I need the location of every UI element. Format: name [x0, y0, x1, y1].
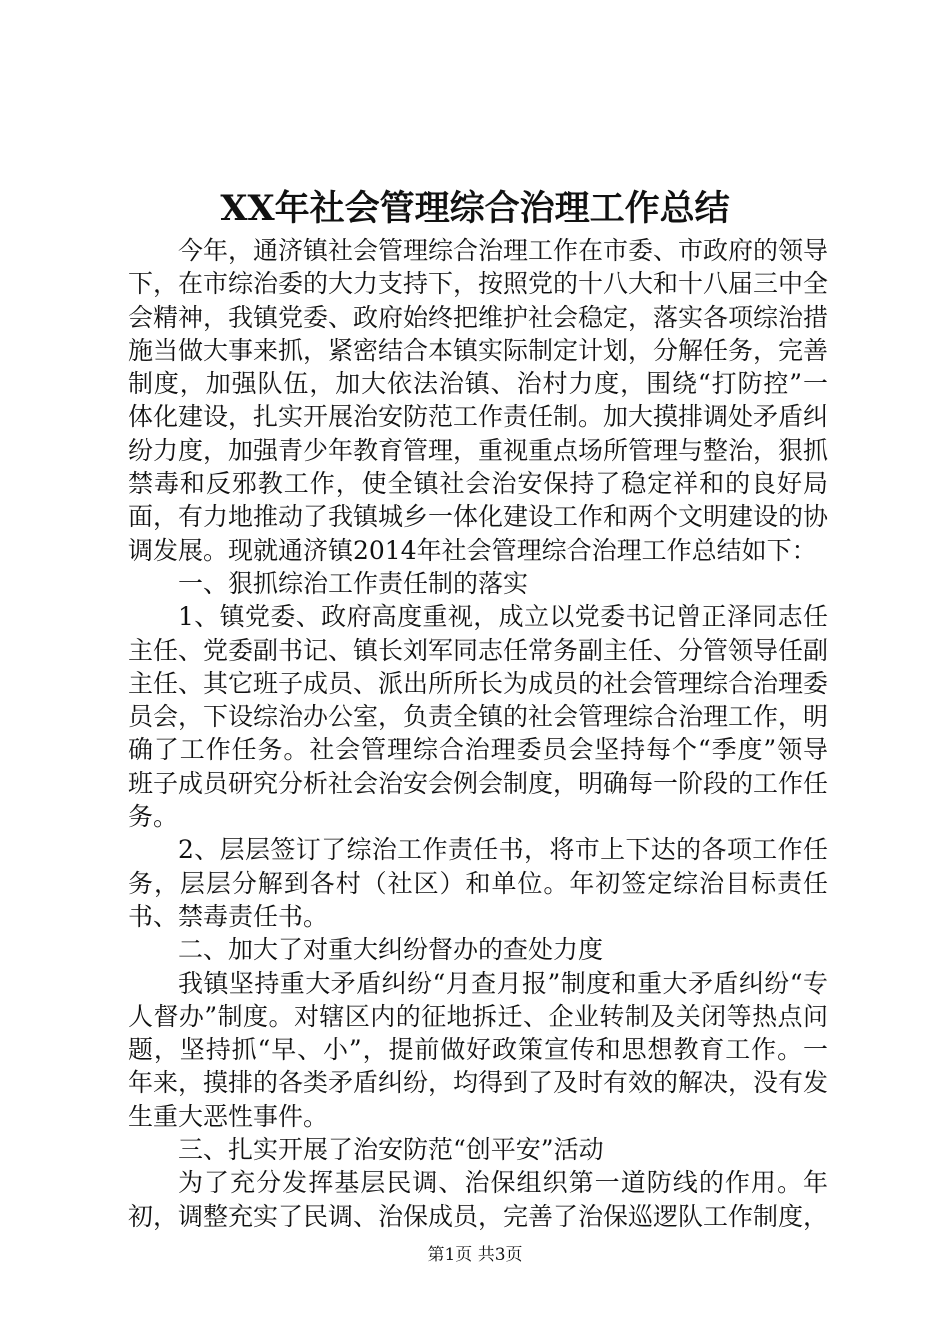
document-title: XX年社会管理综合治理工作总结	[220, 188, 730, 229]
section-heading-2: 二、加大了对重大纠纷督办的查处力度	[178, 935, 604, 965]
page-footer: 第1页 共3页	[427, 1245, 523, 1265]
section-1-paragraph-1: 1、镇党委、政府高度重视，成立以党委书记曾正泽同志任主任、党委副书记、镇长刘军同志任常务副主任、分管领导任副主任、其它班子成员、派出所所长为成员的社会管理综合治理委员会，下设综治办公室，负责全镇的社会管理综合治理工作，明确了工作任务。社会管理综合治理委员会坚持每个“季度”领导班子成员研究分析社会治安会例会制度，明确每一阶段的工作任务。	[128, 602, 829, 832]
section-3-paragraph-1: 为了充分发挥基层民调、治保组织第一道防线的作用。年初，调整充实了民调、治保成员，完善了治保巡逻队工作制度，	[128, 1168, 829, 1231]
section-heading-1: 一、狠抓综治工作责任制的落实	[178, 568, 529, 598]
document-body	[128, 234, 828, 1233]
section-2-paragraph-1: 我镇坚持重大矛盾纠纷“月查月报”制度和重大矛盾纠纷“专人督办”制度。对辖区内的征地拆迁、企业转制及关闭等热点问题，坚持抓“早、小”，提前做好政策宣传和思想教育工作。一年来，摸排的各类矛盾纠纷，均得到了及时有效的解决，没有发生重大恶性事件。	[128, 968, 829, 1131]
intro-paragraph: 今年，通济镇社会管理综合治理工作在市委、市政府的领导下，在市综治委的大力支持下，按照党的十八大和十八届三中全会精神，我镇党委、政府始终把维护社会稳定，落实各项综治措施当做大事来抓，紧密结合本镇实际制定计划，分解任务，完善制度，加强队伍，加大依法治镇、治村力度，围绕“打防控”一体化建设，扎实开展治安防范工作责任制。加大摸排调处矛盾纠纷力度，加强青少年教育管理，重视重点场所管理与整治，狠抓禁毒和反邪教工作，使全镇社会治安保持了稳定祥和的良好局面，有力地推动了我镇城乡一体化建设工作和两个文明建设的协调发展。现就通济镇2014年社会管理综合治理工作总结如下：	[128, 236, 829, 565]
section-1-paragraph-2: 2、层层签订了综治工作责任书，将市上下达的各项工作任务，层层分解到各村（社区）和单位。年初签定综治目标责任书、禁毒责任书。	[128, 835, 828, 931]
section-heading-3: 三、扎实开展了治安防范“创平安”活动	[178, 1135, 604, 1165]
